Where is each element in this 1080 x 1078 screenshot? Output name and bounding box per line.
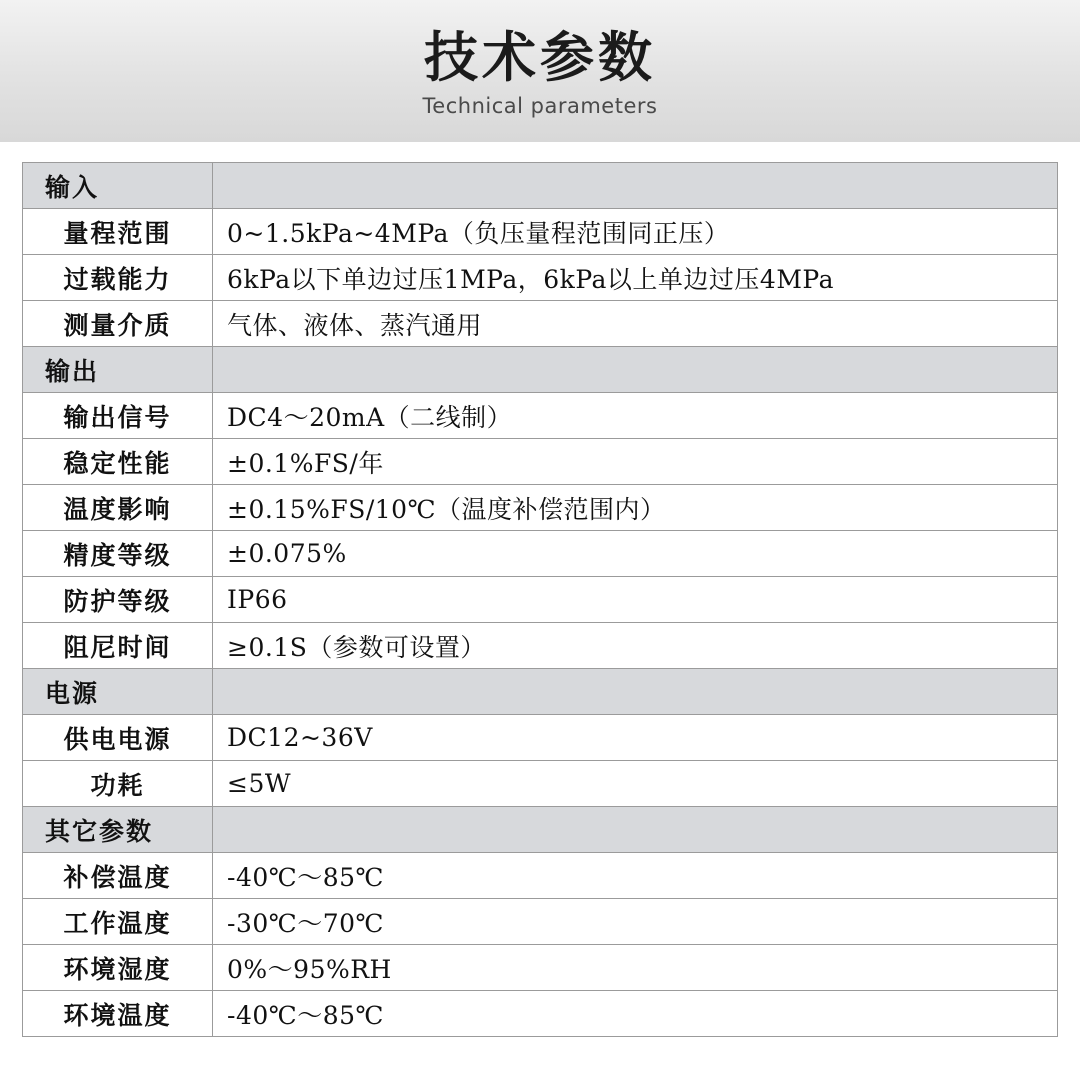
- table-row: [23, 623, 1058, 669]
- spec-label-cell: 补偿温度: [23, 853, 213, 899]
- spec-label-cell: 输入: [23, 163, 213, 209]
- table-row: [23, 761, 1058, 807]
- spec-value-cell: [213, 163, 1058, 209]
- spec-value-cell: 气体、液体、蒸汽通用: [213, 301, 1058, 347]
- table-section-row: [23, 163, 1058, 209]
- spec-value-cell: 0%～95%RH: [213, 945, 1058, 991]
- spec-label-cell: 环境湿度: [23, 945, 213, 991]
- spec-value-cell: DC4～20mA（二线制）: [213, 393, 1058, 439]
- table-row: [23, 255, 1058, 301]
- spec-value-cell: IP66: [213, 577, 1058, 623]
- table-row: [23, 301, 1058, 347]
- spec-label-cell: 测量介质: [23, 301, 213, 347]
- spec-value-cell: ≤5W: [213, 761, 1058, 807]
- spec-value-cell: ±0.075%: [213, 531, 1058, 577]
- spec-value-cell: ±0.1%FS/年: [213, 439, 1058, 485]
- spec-value-cell: -40℃～85℃: [213, 991, 1058, 1037]
- spec-label-cell: 温度影响: [23, 485, 213, 531]
- table-row: [23, 485, 1058, 531]
- spec-value-cell: [213, 807, 1058, 853]
- table-section-row: [23, 669, 1058, 715]
- table-section-row: [23, 807, 1058, 853]
- spec-value-cell: [213, 669, 1058, 715]
- spec-label-cell: 供电电源: [23, 715, 213, 761]
- spec-value-cell: 0~1.5kPa~4MPa（负压量程范围同正压）: [213, 209, 1058, 255]
- spec-label-cell: 稳定性能: [23, 439, 213, 485]
- spec-label-cell: 量程范围: [23, 209, 213, 255]
- spec-label-cell: 过载能力: [23, 255, 213, 301]
- spec-label-cell: 工作温度: [23, 899, 213, 945]
- spec-label-cell: 输出: [23, 347, 213, 393]
- spec-label-cell: 输出信号: [23, 393, 213, 439]
- spec-label-cell: 环境温度: [23, 991, 213, 1037]
- spec-label-cell: 其它参数: [23, 807, 213, 853]
- table-section-row: [23, 347, 1058, 393]
- table-row: [23, 945, 1058, 991]
- spec-label-cell: 电源: [23, 669, 213, 715]
- spec-value-cell: [213, 347, 1058, 393]
- spec-table-container: [0, 142, 1080, 1037]
- spec-value-cell: -30℃～70℃: [213, 899, 1058, 945]
- spec-value-cell: -40℃～85℃: [213, 853, 1058, 899]
- table-row: [23, 577, 1058, 623]
- table-row: [23, 209, 1058, 255]
- spec-label-cell: 防护等级: [23, 577, 213, 623]
- page-header: [0, 0, 1080, 142]
- technical-parameters-table: [22, 162, 1058, 1037]
- table-row: [23, 393, 1058, 439]
- spec-value-cell: 6kPa以下单边过压1MPa，6kPa以上单边过压4MPa: [213, 255, 1058, 301]
- table-row: [23, 853, 1058, 899]
- spec-label-cell: 精度等级: [23, 531, 213, 577]
- spec-label-cell: 阻尼时间: [23, 623, 213, 669]
- spec-table-body: [23, 163, 1058, 1037]
- page-title: 技术参数: [424, 25, 656, 89]
- spec-label-cell: 功耗: [23, 761, 213, 807]
- spec-value-cell: ≥0.1S（参数可设置）: [213, 623, 1058, 669]
- table-row: [23, 899, 1058, 945]
- table-row: [23, 991, 1058, 1037]
- table-row: [23, 715, 1058, 761]
- spec-value-cell: ±0.15%FS/10℃（温度补偿范围内）: [213, 485, 1058, 531]
- spec-value-cell: DC12~36V: [213, 715, 1058, 761]
- table-row: [23, 531, 1058, 577]
- page-subtitle: Technical parameters: [422, 94, 658, 119]
- table-row: [23, 439, 1058, 485]
